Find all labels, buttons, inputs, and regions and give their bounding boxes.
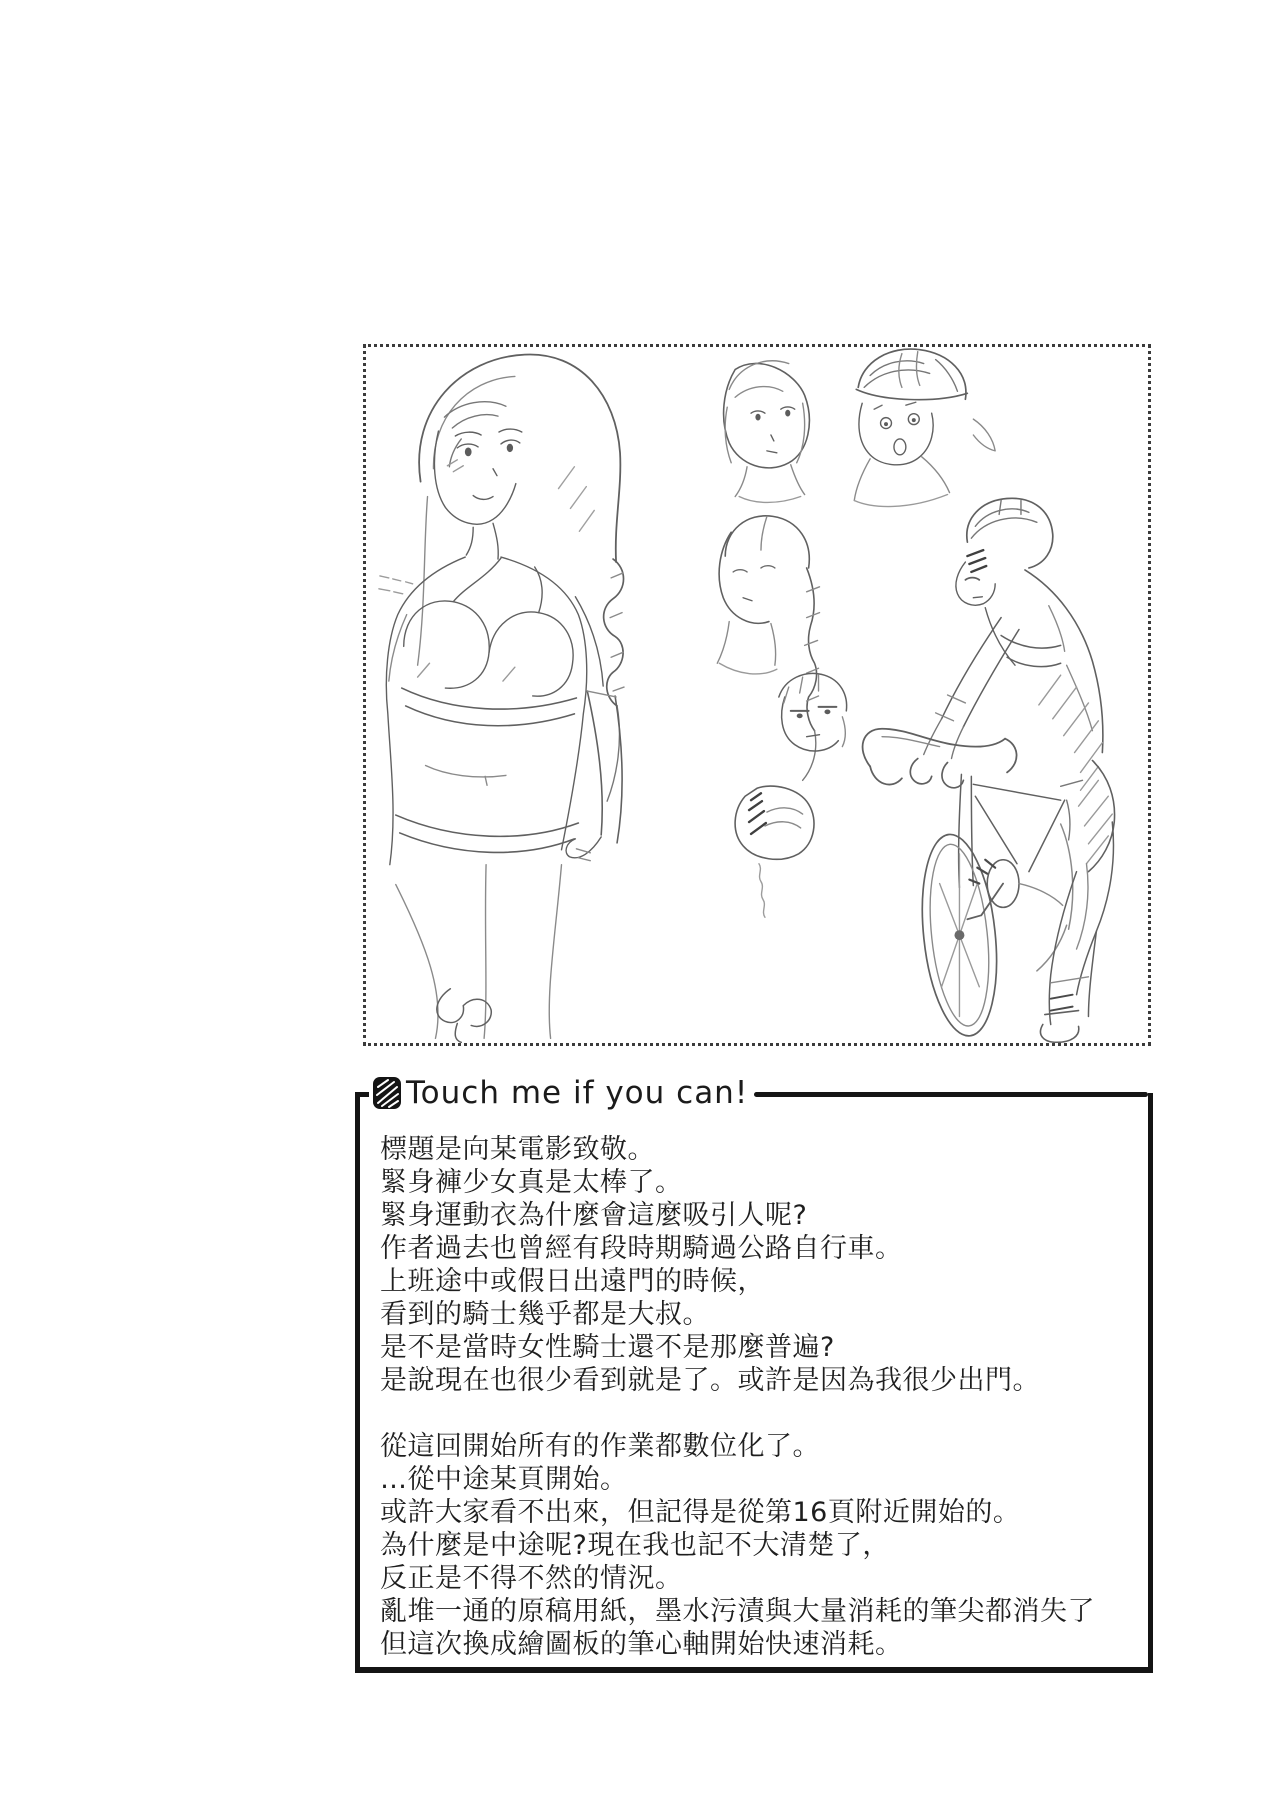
afterword-line: 是說現在也很少看到就是了。或許是因為我很少出門。 <box>380 1365 1040 1396</box>
pencil-sketches-drawing <box>366 347 1148 1043</box>
afterword-line: 看到的騎士幾乎都是大叔。 <box>380 1299 710 1330</box>
afterword-blank-line <box>380 1397 1134 1430</box>
afterword-line: 上班途中或假日出遠門的時候， <box>380 1266 765 1297</box>
afterword-line: 為什麼是中途呢?現在我也記不大清楚了， <box>380 1530 890 1561</box>
cyclist-girl-road-bike-sketch <box>863 498 1115 1042</box>
afterword-header <box>355 1073 1148 1113</box>
afterword-line: 作者過去也曾經有段時期騎過公路自行車。 <box>380 1233 903 1264</box>
character-sketch-panel <box>363 344 1151 1046</box>
scribble-square-icon <box>372 1075 402 1111</box>
afterword-line: …從中途某頁開始。 <box>380 1464 628 1495</box>
afterword-line: 緊身運動衣為什麼會這麼吸引人呢? <box>380 1200 808 1231</box>
afterword-line: 是不是當時女性騎士還不是那麼普遍? <box>380 1332 835 1363</box>
afterword-line: 從這回開始所有的作業都數位化了。 <box>380 1431 820 1462</box>
afterword-line: 緊身褲少女真是太棒了。 <box>380 1167 683 1198</box>
afterword-line: 或許大家看不出來，但記得是從第16頁附近開始的。 <box>380 1497 1021 1528</box>
girl-bust-long-braid-sketch <box>379 354 624 1042</box>
afterword-text <box>360 1093 1148 1661</box>
girl-helmet-surprised-head-sketch <box>854 349 995 506</box>
afterword-line: 但這次換成繪圖板的筆心軸開始快速消耗。 <box>380 1629 903 1660</box>
afterword-box <box>355 1075 1153 1673</box>
girl-glaring-face-sketch <box>779 673 847 751</box>
afterword-line: 亂堆一通的原稿用紙，墨水污漬與大量消耗的筆尖都消失了 <box>380 1596 1095 1627</box>
afterword-line: 反正是不得不然的情況。 <box>380 1563 683 1594</box>
border-corner-stub <box>355 1092 369 1097</box>
afterword-title: Touch me if you can! <box>406 1075 749 1111</box>
title-rule-line <box>754 1092 1148 1097</box>
girl-head-three-quarter-sketch <box>724 361 810 503</box>
girl-head-braid-looking-down-sketch <box>717 516 819 781</box>
cycling-helmet-object-sketch <box>735 786 814 917</box>
handwritten-note-scribble <box>379 576 413 594</box>
afterword-line: 標題是向某電影致敬。 <box>380 1134 655 1165</box>
handwritten-column-scribble <box>759 864 765 918</box>
